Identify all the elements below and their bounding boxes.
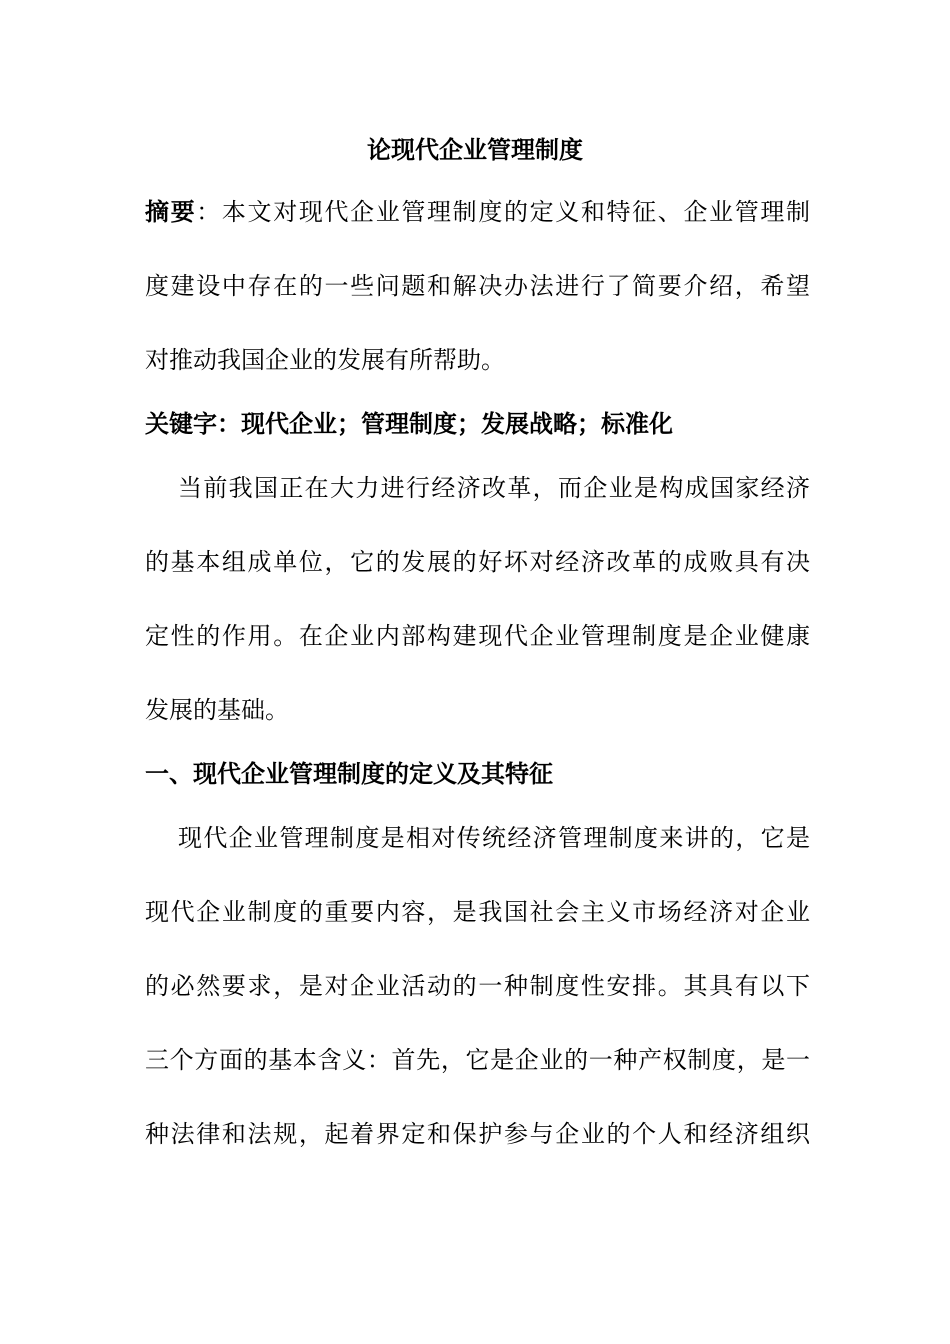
intro-line-2: 的基本组成单位，它的发展的好坏对经济改革的成败具有决 xyxy=(145,548,810,576)
section-line-4: 三个方面的基本含义：首先，它是企业的一种产权制度，是一 xyxy=(145,1046,810,1074)
intro-line-1: 当前我国正在大力进行经济改革，而企业是构成国家经济 xyxy=(178,474,810,502)
abstract-line-3: 对推动我国企业的发展有所帮助。 xyxy=(145,346,505,374)
section-line-2: 现代企业制度的重要内容，是我国社会主义市场经济对企业 xyxy=(145,898,810,926)
section-line-5: 种法律和法规，起着界定和保护参与企业的个人和经济组织 xyxy=(145,1120,810,1148)
section-line-3: 的必然要求，是对企业活动的一种制度性安排。其具有以下 xyxy=(145,972,810,1000)
intro-line-3: 定性的作用。在企业内部构建现代企业管理制度是企业健康 xyxy=(145,622,810,650)
section-line-1: 现代企业管理制度是相对传统经济管理制度来讲的，它是 xyxy=(178,824,810,852)
abstract-text-1: ：本文对现代企业管理制度的定义和特征、企业管理制 xyxy=(196,198,810,226)
abstract-line-2: 度建设中存在的一些问题和解决办法进行了简要介绍，希望 xyxy=(145,272,810,300)
abstract-label: 摘要 xyxy=(145,197,197,226)
document-title: 论现代企业管理制度 xyxy=(367,135,583,164)
section-heading: 一、现代企业管理制度的定义及其特征 xyxy=(145,759,553,788)
keywords-line: 关键字：现代企业；管理制度；发展战略；标准化 xyxy=(145,409,673,438)
intro-line-4: 发展的基础。 xyxy=(145,696,289,724)
abstract-line-1 xyxy=(145,194,810,230)
